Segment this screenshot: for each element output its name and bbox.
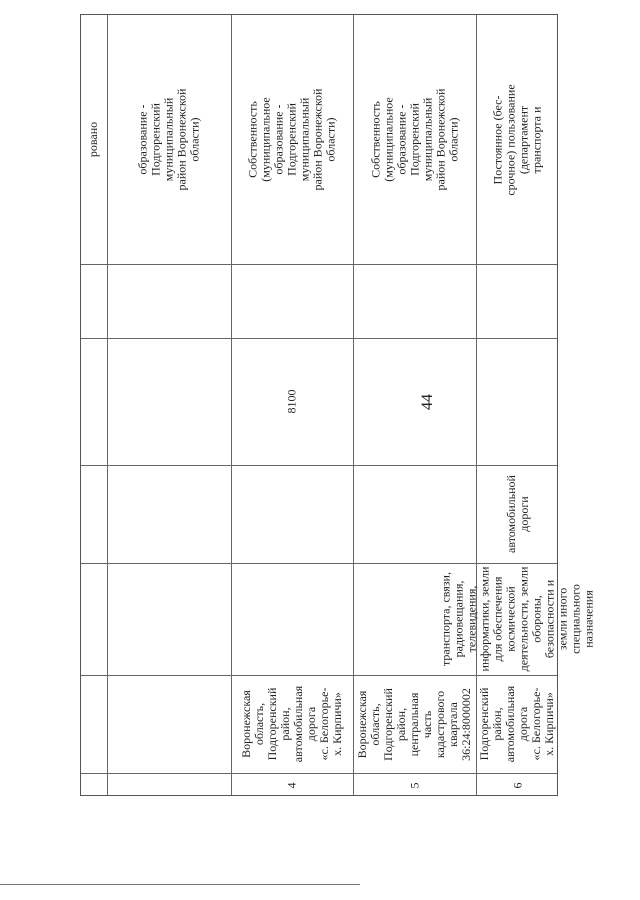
row-0-dash (231, 264, 353, 338)
row-0-location: Подгоренский район, автомобильная дорога «с. Белогорье- х. Кирпичи» (477, 685, 557, 763)
row-6-right: Постоянное (бес- срочное) пользование (департамент транспорта и (490, 83, 544, 196)
row-0-category: транспорта, связи, радиовещания, телевидения, информатики, земли для обеспечения космической деятельности, земли обороны, безопасности и земли иного специального назначения (438, 566, 596, 672)
row-4-number: 4 (284, 782, 299, 788)
row-4-location: Воронежская область, Подгоренский район, автомобильная дорога «с. Белогорье- х. Кирпичи» (239, 685, 344, 763)
row-6-number: 6 (510, 782, 524, 788)
row-4-right: Собственность (муниципальное образование - Подгоренский муниципальный район Воронежской области) (245, 88, 338, 191)
row-4-area: 8100 (284, 389, 299, 414)
row-0-area (353, 338, 476, 465)
row-0-right: образование - Подгоренский муниципальный район Воронежской области) (135, 88, 202, 191)
footer-rule (0, 884, 360, 885)
row-5-number: 5 (407, 782, 421, 788)
row-5-right: Собственность (муниципальное образование - Подгоренский муниципальный район Воронежской области) (368, 88, 460, 191)
land-plots-table (80, 14, 596, 796)
row-0-status: ровано (86, 121, 101, 158)
row-5-location: Воронежская область, Подгоренский район, центральная часть кадастрового квартала 36:24:8000002 (354, 687, 473, 761)
page-number: 44 (419, 394, 436, 410)
row-0-use: автомобильной дороги (503, 475, 531, 553)
